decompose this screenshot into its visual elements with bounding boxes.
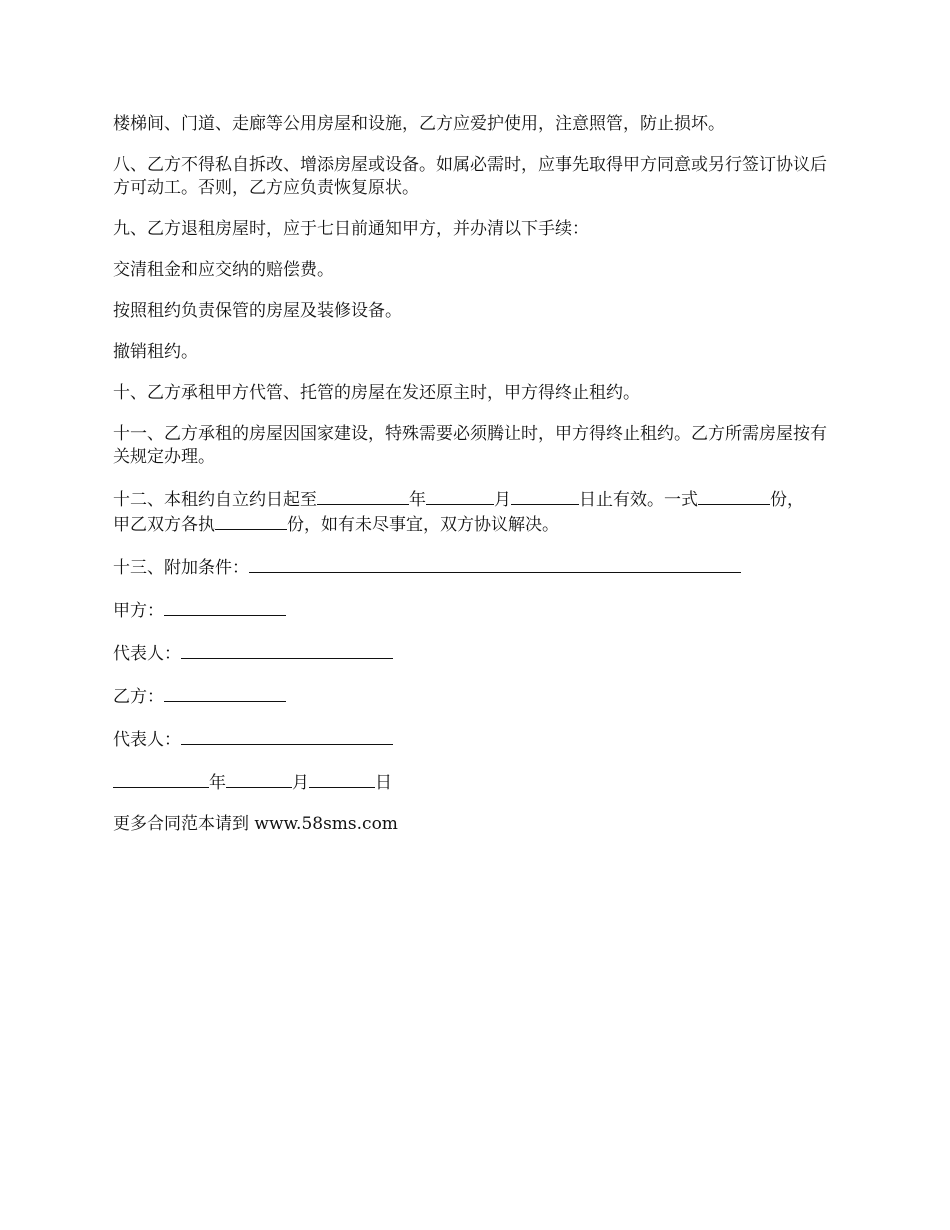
clause-13 xyxy=(113,555,843,580)
date-day-label: 日 xyxy=(375,773,392,793)
clause-12-prefix: 十二、本租约自立约日起至 xyxy=(113,490,317,510)
party-b-line xyxy=(113,684,843,709)
footer-note: 更多合同范本请到 www.58sms.com xyxy=(113,814,398,834)
clause-9-item-1: 交清租金和应交纳的赔偿费。 xyxy=(113,260,334,280)
clause-12-line2-prefix: 甲乙双方各执 xyxy=(113,515,215,535)
rep-b-line xyxy=(113,727,843,752)
date-month-blank[interactable] xyxy=(226,770,292,788)
date-year-blank[interactable] xyxy=(113,770,209,788)
clause-12-copies-unit: 份， xyxy=(770,490,804,510)
date-year-label: 年 xyxy=(209,773,226,793)
date-month-label: 月 xyxy=(292,773,309,793)
clause-12-year: 年 xyxy=(409,490,426,510)
clause-12-line2-rest: 份，如有未尽事宜，双方协议解决。 xyxy=(287,515,559,535)
clause-9-item-2: 按照租约负责保管的房屋及装修设备。 xyxy=(113,301,402,321)
clause-10: 十、乙方承租甲方代管、托管的房屋在发还原主时，甲方得终止租约。 xyxy=(113,383,640,403)
party-a-line xyxy=(113,598,843,623)
clause-12 xyxy=(113,487,843,537)
end-year-blank[interactable] xyxy=(317,487,409,505)
clause-12-rest: 日止有效。一式 xyxy=(579,490,698,510)
rep-a-label: 代表人： xyxy=(113,644,181,664)
party-b-blank[interactable] xyxy=(164,684,286,702)
date-day-blank[interactable] xyxy=(309,770,375,788)
clause-11: 十一、乙方承租的房屋因国家建设，特殊需要必须腾让时，甲方得终止租约。乙方所需房屋按有关规定办理。 xyxy=(113,424,827,467)
clause-12-month: 月 xyxy=(494,490,511,510)
rep-a-blank[interactable] xyxy=(181,641,393,659)
party-a-blank[interactable] xyxy=(164,598,286,616)
end-day-blank[interactable] xyxy=(511,487,579,505)
date-line xyxy=(113,770,843,795)
party-b-label: 乙方： xyxy=(113,687,164,707)
clause-8: 八、乙方不得私自拆改、增添房屋或设备。如属必需时，应事先取得甲方同意或另行签订协议后方可动工。否则，乙方应负责恢复原状。 xyxy=(113,155,827,198)
rep-b-label: 代表人： xyxy=(113,730,181,750)
clause-9: 九、乙方退租房屋时，应于七日前通知甲方，并办清以下手续： xyxy=(113,219,589,239)
rep-b-blank[interactable] xyxy=(181,727,393,745)
party-a-label: 甲方： xyxy=(113,601,164,621)
clause-13-label: 十三、附加条件： xyxy=(113,558,249,578)
each-copy-blank[interactable] xyxy=(215,512,287,530)
contract-page xyxy=(113,113,843,854)
additional-conditions-blank[interactable] xyxy=(249,555,741,573)
end-month-blank[interactable] xyxy=(426,487,494,505)
rep-a-line xyxy=(113,641,843,666)
clause-9-item-3: 撤销租约。 xyxy=(113,342,198,362)
copies-blank[interactable] xyxy=(698,487,770,505)
clause-public-facilities: 楼梯间、门道、走廊等公用房屋和设施，乙方应爱护使用，注意照管，防止损坏。 xyxy=(113,114,725,134)
